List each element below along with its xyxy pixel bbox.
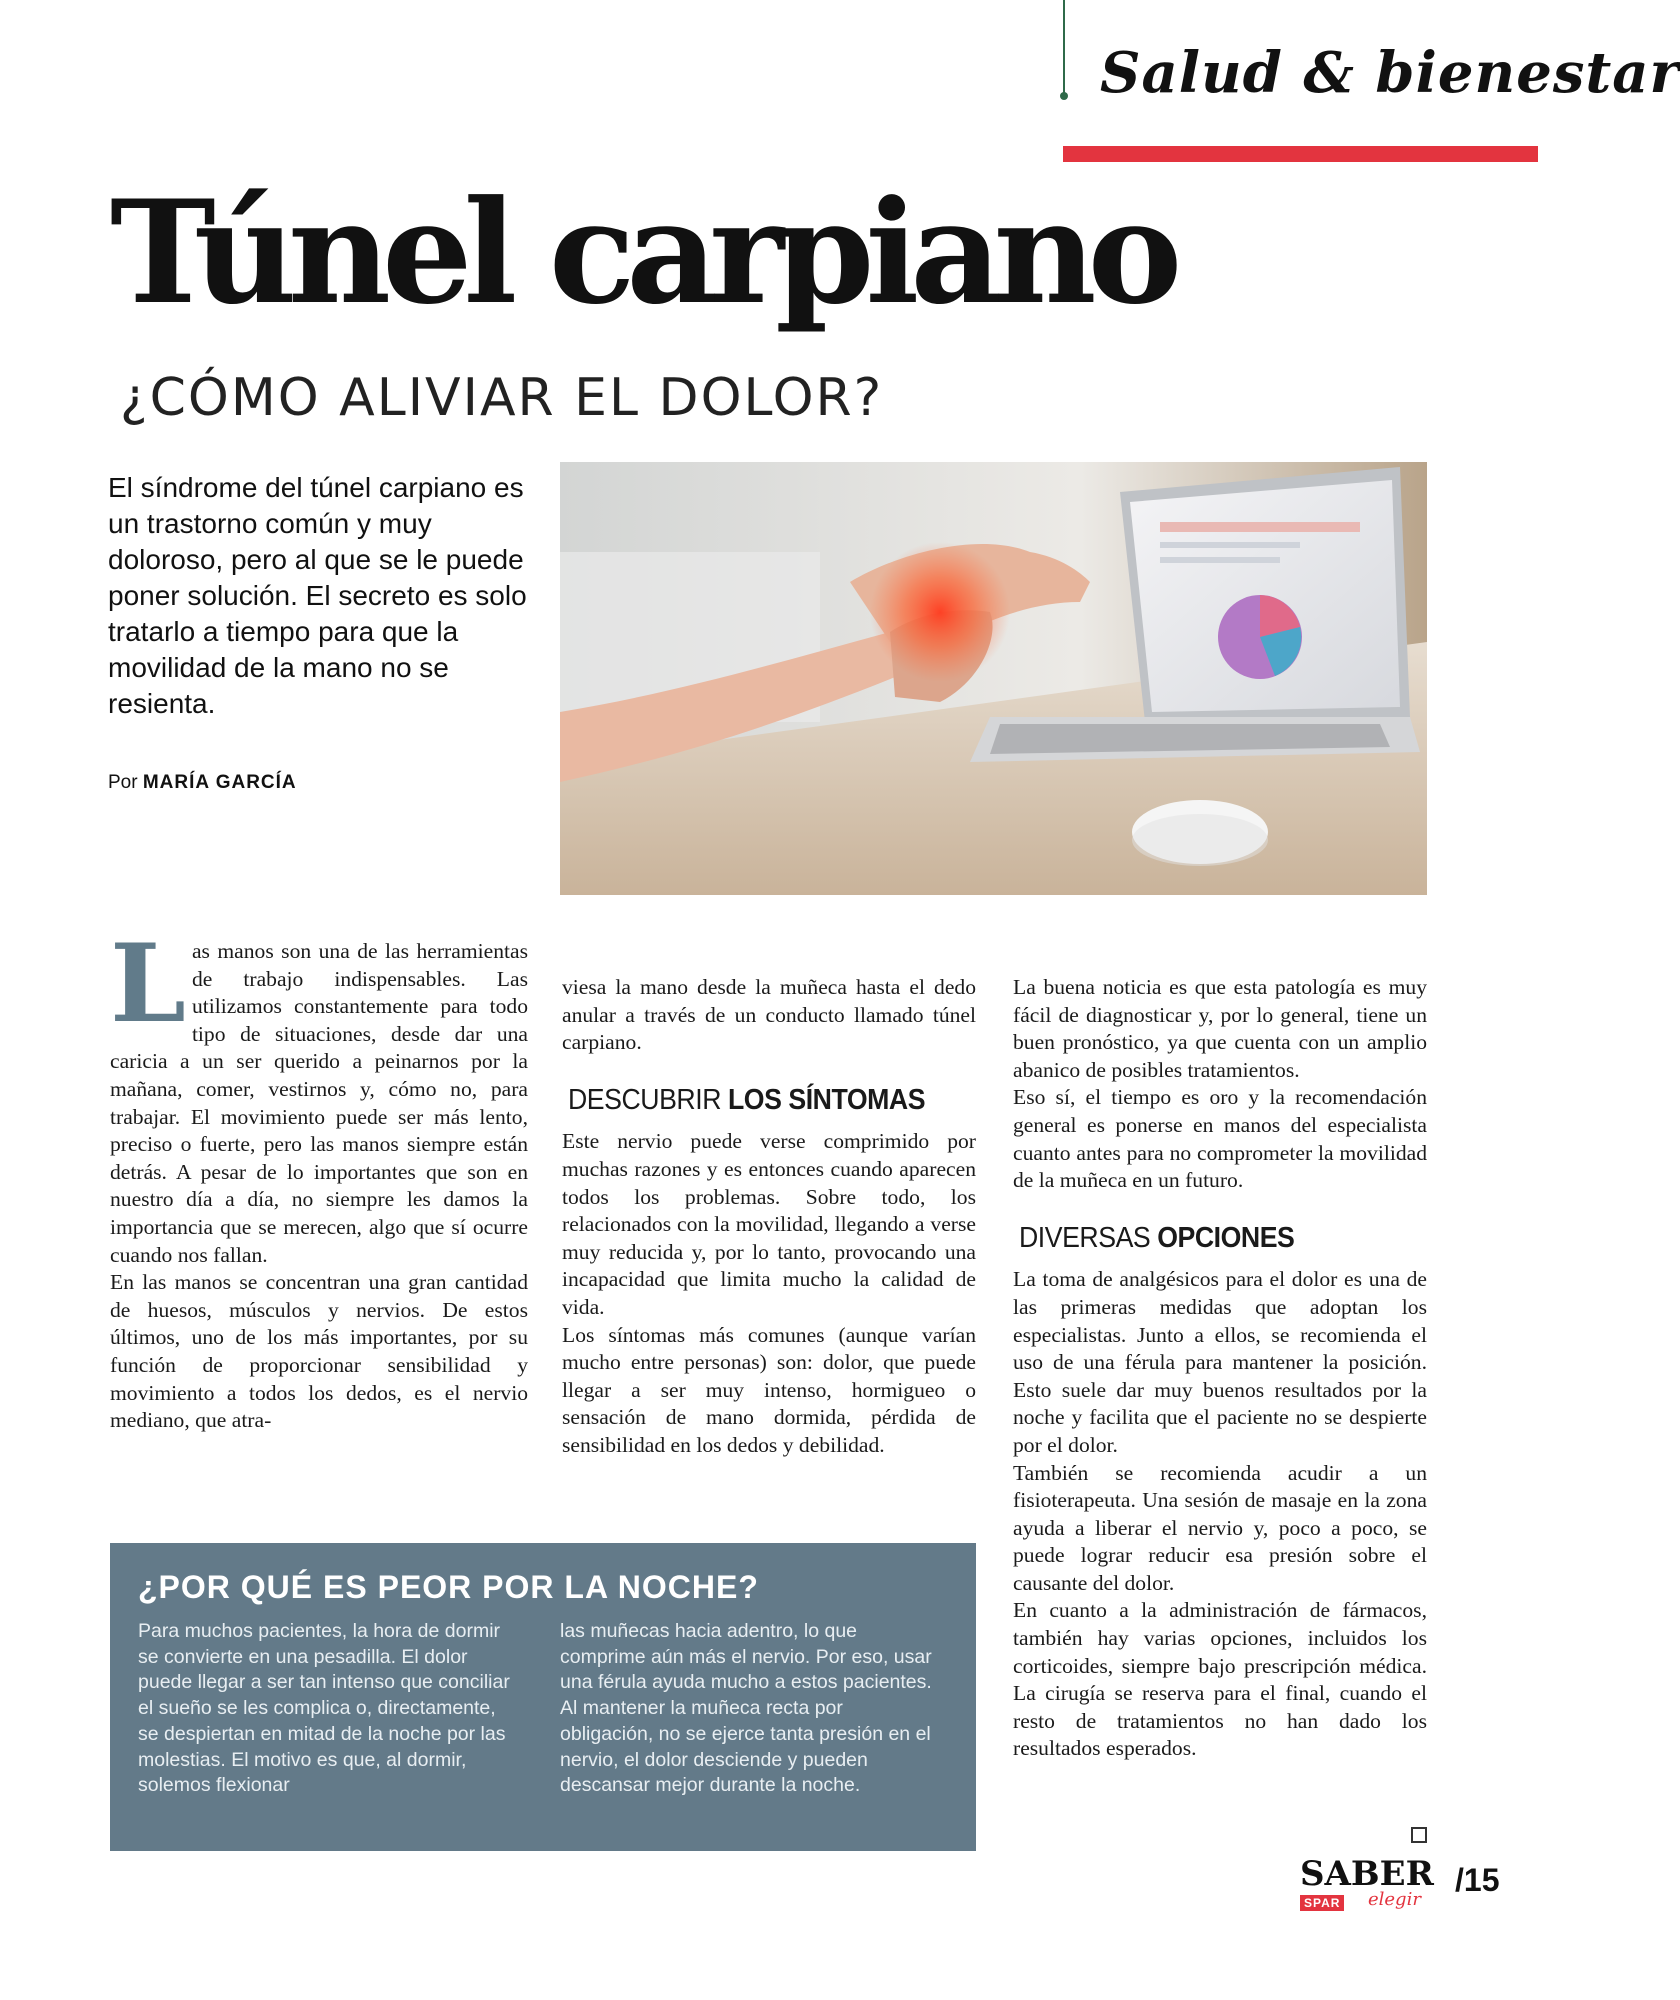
body-paragraph: También se recomienda acudir a un fisioterapeuta. Una sesión de masaje en la zona ayuda a liberar el nervio y, poco a poco, se puede lograr reducir esa presión sobre el causante del dolor. — [1013, 1460, 1427, 1595]
section-divider-dot — [1060, 92, 1068, 100]
body-column-1 — [110, 921, 528, 1435]
byline-prefix: Por — [108, 772, 138, 793]
sidebar-box-column-2: las muñecas hacia adentro, lo que comprime aún más el nervio. Por eso, usar una férula ayuda mucho a estos pacientes. Al mantener la muñeca recta por obligación, no se ejerce tanta presión en el nervio, el dolor desciende y pueden descansar mejor durante la noche. — [560, 1620, 932, 1797]
body-paragraph: La toma de analgésicos para el dolor es una de las primeras medidas que adoptan los especialistas. Junto a ellos, se recomienda el uso de una férula para mantener la posición. Esto suele dar muy buenos resultados por la noche y facilita que el paciente no se despierte por el dolor. — [1013, 1267, 1427, 1457]
article-photo — [560, 462, 1427, 895]
subhead-light: DIVERSAS — [1019, 1221, 1151, 1254]
article-intro: El síndrome del túnel carpiano es un trastorno común y muy doloroso, pero al que se le puede poner solución. El secreto es solo tratarlo a tiempo para que la movilidad de la mano no se resienta. — [108, 472, 527, 719]
sidebar-box-title: ¿POR QUÉ ES PEOR POR LA NOCHE? — [138, 1569, 759, 1605]
subhead-bold: LOS SÍNTOMAS — [727, 1083, 926, 1116]
wrist-pain-photo-illustration — [560, 462, 1427, 895]
byline — [108, 772, 297, 794]
body-paragraph: La buena noticia es que esta patología es muy fácil de diagnosticar y, por lo general, tiene un buen pronóstico, ya que cuenta con un amplio abanico de posibles tratamientos. — [1013, 975, 1427, 1082]
body-paragraph: Los síntomas más comunes (aunque varían mucho entre personas) son: dolor, que puede llegar a ser muy intenso, hormigueo o sensación de mano dormida, pérdida de sensibilidad en los dedos y debilidad. — [562, 1322, 976, 1457]
author-name: MARÍA GARCÍA — [142, 772, 297, 793]
subhead-options — [1019, 1221, 1394, 1254]
logo-spar-badge: SPAR — [1300, 1895, 1344, 1911]
article-subtitle: ¿CÓMO ALIVIAR EL DOLOR? — [120, 368, 884, 428]
body-column-3 — [1013, 974, 1427, 1763]
body-paragraph: as manos son una de las herramientas de trabajo indispensables. Las utilizamos constantemente para todo tipo de situaciones, desde dar una caricia a un ser querido a peinarnos por la mañana, comer, vestirnos y, cómo no, para trabajar. El movimiento puede ser más lento, preciso o fuerte, pero las manos siempre están detrás. A pesar de lo importantes que son en nuestro día a día, no siempre les damos la importancia que se merecen, algo que sí ocurre cuando nos fallan. — [110, 939, 528, 1267]
sidebar-box — [110, 1543, 976, 1851]
body-column-2 — [562, 974, 976, 1460]
sidebar-box-column-1: Para muchos pacientes, la hora de dormir se convierte en una pesadilla. El dolor puede llegar a ser tan intenso que conciliar el sueño se les complica o, directamente, se despiertan en mitad de la noche por las molestias. El motivo es que, al dormir, solemos flexionar — [138, 1620, 510, 1797]
section-title: Salud & bienestar — [1100, 40, 1680, 106]
end-of-article-mark — [1411, 1827, 1427, 1843]
page-number: /15 — [1455, 1862, 1500, 1898]
subhead-symptoms — [568, 1083, 943, 1116]
article-title: Túnel carpiano — [110, 170, 1174, 336]
body-paragraph: En las manos se concentran una gran cantidad de huesos, músculos y nervios. De estos últimos, uno de los más importantes, por su función de proporcionar sensibilidad y movimiento a todos los dedos, es el nervio mediano, que atra- — [110, 1270, 528, 1433]
body-paragraph: Eso sí, el tiempo es oro y la recomendación general es ponerse en manos del especialista cuanto antes para no comprometer la movilidad de la muñeca en un futuro. — [1013, 1085, 1427, 1193]
logo-elegir-text: elegir — [1368, 1889, 1421, 1910]
subhead-bold: OPCIONES — [1157, 1221, 1295, 1254]
logo-saber-text: SABER — [1300, 1854, 1434, 1894]
drop-cap: L — [110, 921, 186, 1047]
subhead-light: DESCUBRIR — [568, 1083, 722, 1116]
section-red-bar — [1063, 146, 1538, 162]
body-paragraph: Este nervio puede verse comprimido por muchas razones y es entonces cuando aparecen todos los problemas. Sobre todo, los relacionados con la movilidad, llegando a verse muy reducida y, por lo tanto, provocando una incapacidad que limita mucho la calidad de vida. — [562, 1129, 976, 1319]
section-divider-line — [1063, 0, 1065, 95]
body-paragraph: En cuanto a la administración de fármacos, también hay varias opciones, incluidos los corticoides, siempre bajo prescripción médica. La cirugía se reserva para el final, cuando el resto de tratamientos no han dado los resultados esperados. — [1013, 1598, 1427, 1761]
body-paragraph: viesa la mano desde la muñeca hasta el dedo anular a través de un conducto llamado túnel carpiano. — [562, 975, 976, 1055]
saber-elegir-logo — [1300, 1855, 1448, 1915]
